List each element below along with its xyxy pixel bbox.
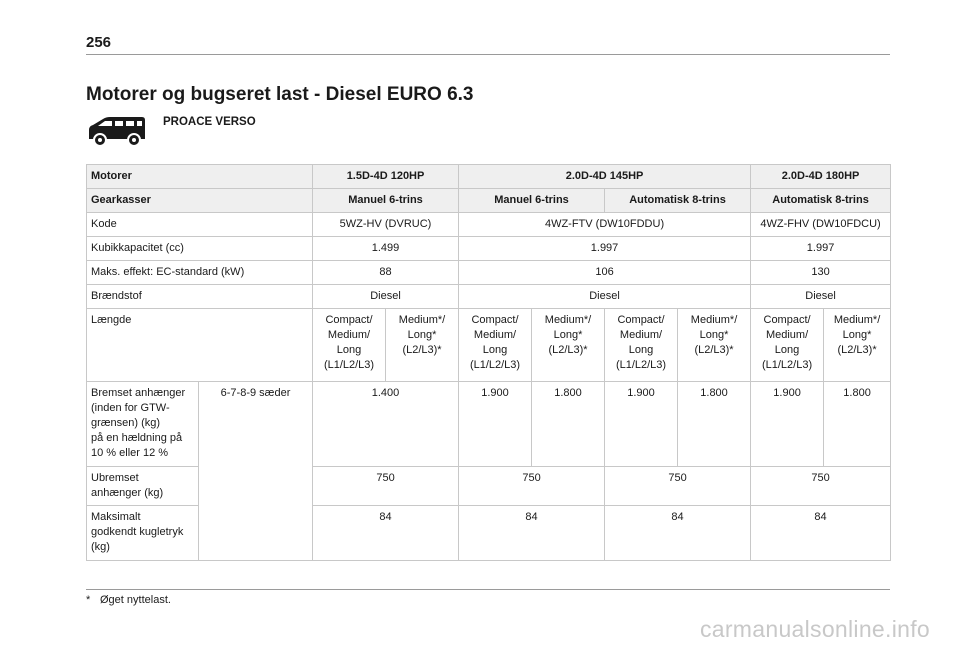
gearbox-value: Automatisk 8-trins xyxy=(605,189,751,213)
length-line: Long xyxy=(628,344,654,356)
engine-header-120hp: 1.5D-4D 120HP xyxy=(313,165,459,189)
length-line: Medium/ xyxy=(619,329,663,341)
displacement-value: 1.997 xyxy=(459,237,751,261)
ball-load-label xyxy=(87,506,199,561)
length-line: Long* xyxy=(553,329,583,341)
length-line: (L2/L3)* xyxy=(694,344,734,356)
power-row xyxy=(87,261,891,285)
footnote-mark: * xyxy=(86,594,91,606)
braked-trailer-value: 1.900 xyxy=(751,382,824,467)
length-compact-cell xyxy=(459,309,532,382)
fuel-value: Diesel xyxy=(459,285,751,309)
length-medium-cell xyxy=(824,309,891,382)
length-compact-cell xyxy=(605,309,678,382)
gearbox-value: Manuel 6-trins xyxy=(313,189,459,213)
ball-load-value: 84 xyxy=(605,506,751,561)
unbraked-trailer-value: 750 xyxy=(751,467,891,506)
length-line: Medium/ xyxy=(327,329,371,341)
length-line: Medium*/ xyxy=(398,314,446,326)
code-label: Kode xyxy=(87,213,313,237)
length-line: Long xyxy=(774,344,800,356)
gearbox-row xyxy=(87,189,891,213)
label-line: (inden for GTW- xyxy=(91,402,170,414)
length-label: Længde xyxy=(87,309,313,382)
top-divider xyxy=(86,54,890,55)
motor-label: Motorer xyxy=(87,165,313,189)
footnote xyxy=(86,594,171,606)
length-line: (L1/L2/L3) xyxy=(615,359,667,371)
length-line: Compact/ xyxy=(763,314,811,326)
length-line: Medium*/ xyxy=(544,314,592,326)
engine-spec-table xyxy=(86,164,891,561)
label-line: (kg) xyxy=(91,541,110,553)
braked-trailer-value: 1.900 xyxy=(459,382,532,467)
unbraked-trailer-label xyxy=(87,467,199,506)
gearbox-value: Manuel 6-trins xyxy=(459,189,605,213)
fuel-value: Diesel xyxy=(313,285,459,309)
fuel-row xyxy=(87,285,891,309)
code-value: 5WZ-HV (DVRUC) xyxy=(313,213,459,237)
table-header-row xyxy=(87,165,891,189)
braked-trailer-value: 1.900 xyxy=(605,382,678,467)
length-line: Medium*/ xyxy=(690,314,738,326)
engine-header-180hp: 2.0D-4D 180HP xyxy=(751,165,891,189)
length-compact-cell xyxy=(751,309,824,382)
length-medium-cell xyxy=(532,309,605,382)
power-value: 130 xyxy=(751,261,891,285)
power-value: 88 xyxy=(313,261,459,285)
page-number: 256 xyxy=(86,34,112,51)
code-value: 4WZ-FHV (DW10FDCU) xyxy=(751,213,891,237)
unbraked-trailer-value: 750 xyxy=(313,467,459,506)
page-title: Motorer og bugseret last - Diesel EURO 6.3 xyxy=(86,84,474,105)
length-line: (L2/L3)* xyxy=(402,344,442,356)
fuel-label: Brændstof xyxy=(87,285,313,309)
label-line: godkendt kugletryk xyxy=(91,526,184,538)
ball-load-value: 84 xyxy=(751,506,891,561)
length-line: (L2/L3)* xyxy=(837,344,877,356)
label-line: Maksimalt xyxy=(91,511,141,523)
ball-load-value: 84 xyxy=(459,506,605,561)
model-name: PROACE VERSO xyxy=(163,116,256,128)
fuel-value: Diesel xyxy=(751,285,891,309)
label-line: grænsen) (kg) xyxy=(91,417,161,429)
length-line: Long* xyxy=(407,329,437,341)
length-line: Long* xyxy=(699,329,729,341)
power-value: 106 xyxy=(459,261,751,285)
length-line: (L1/L2/L3) xyxy=(469,359,521,371)
displacement-row xyxy=(87,237,891,261)
label-line: anhænger (kg) xyxy=(91,487,164,499)
seats-cell: 6-7-8-9 sæder xyxy=(199,382,313,561)
length-row xyxy=(87,309,891,382)
label-line: Bremset anhænger xyxy=(91,387,186,399)
braked-trailer-row xyxy=(87,382,891,467)
gearbox-value: Automatisk 8-trins xyxy=(751,189,891,213)
code-value: 4WZ-FTV (DW10FDDU) xyxy=(459,213,751,237)
displacement-value: 1.997 xyxy=(751,237,891,261)
braked-trailer-value: 1.800 xyxy=(678,382,751,467)
gearbox-label: Gearkasser xyxy=(87,189,313,213)
length-line: (L1/L2/L3) xyxy=(323,359,375,371)
unbraked-trailer-value: 750 xyxy=(605,467,751,506)
code-row xyxy=(87,213,891,237)
length-line: Medium/ xyxy=(473,329,517,341)
length-line: Long* xyxy=(842,329,872,341)
length-line: Compact/ xyxy=(617,314,665,326)
label-line: på en hældning på xyxy=(91,432,183,444)
displacement-label: Kubikkapacitet (cc) xyxy=(87,237,313,261)
watermark: carmanualsonline.info xyxy=(699,616,930,642)
label-line: Ubremset xyxy=(91,472,139,484)
length-line: Compact/ xyxy=(471,314,519,326)
length-line: Long xyxy=(482,344,508,356)
ball-load-value: 84 xyxy=(313,506,459,561)
length-line: Long xyxy=(336,344,362,356)
length-line: (L1/L2/L3) xyxy=(761,359,813,371)
length-medium-cell xyxy=(386,309,459,382)
length-line: Medium*/ xyxy=(833,314,881,326)
displacement-value: 1.499 xyxy=(313,237,459,261)
power-label: Maks. effekt: EC-standard (kW) xyxy=(87,261,313,285)
braked-trailer-value: 1.800 xyxy=(532,382,605,467)
label-line: 10 % eller 12 % xyxy=(91,447,169,459)
length-line: Medium/ xyxy=(765,329,809,341)
footnote-text: Øget nyttelast. xyxy=(100,594,171,606)
engine-header-145hp: 2.0D-4D 145HP xyxy=(459,165,751,189)
braked-trailer-label xyxy=(87,382,199,467)
length-compact-cell xyxy=(313,309,386,382)
unbraked-trailer-value: 750 xyxy=(459,467,605,506)
length-line: Compact/ xyxy=(325,314,373,326)
braked-trailer-value: 1.800 xyxy=(824,382,891,467)
braked-trailer-value: 1.400 xyxy=(313,382,459,467)
van-icon xyxy=(86,113,148,149)
length-line: (L2/L3)* xyxy=(548,344,588,356)
length-medium-cell xyxy=(678,309,751,382)
footnote-divider xyxy=(86,589,890,590)
